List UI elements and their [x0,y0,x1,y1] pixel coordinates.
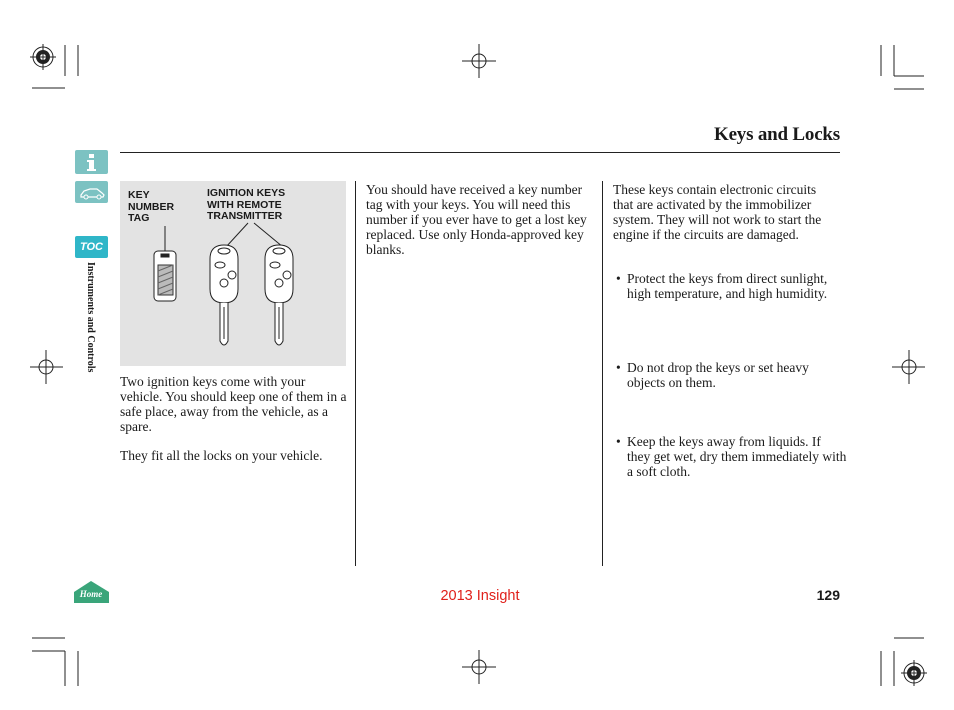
header-rule [120,152,840,153]
home-label: Home [79,589,103,599]
page-title: Keys and Locks [713,124,840,145]
column-divider-1 [355,181,356,566]
car-index-button[interactable] [75,181,108,203]
column1-paragraph1: Two ignition keys come with your vehicle. You should keep one of them in a safe place, away from the vehicle, as a spare. [120,374,347,434]
ignition-keys-label: IGNITION KEYS WITH REMOTE TRANSMITTER [207,187,286,222]
toc-button[interactable]: TOC [75,236,108,258]
section-label [80,262,100,402]
car-icon [75,181,108,203]
info-button[interactable] [75,150,108,174]
section-label-text: Instruments and Controls [85,262,96,373]
column3-paragraph1: These keys contain electronic circuits that are activated by the immobilizer system. They will not work to start the engine if the circuits are damaged. [613,182,822,242]
column1-paragraph2: They fit all the locks on your vehicle. [120,448,323,463]
bullet-item: • Keep the keys away from liquids. If they get wet, dry them immediately with a soft cloth. [616,434,847,479]
page-number: 129 [816,587,840,603]
info-icon [75,150,108,174]
bullet-item: • Protect the keys from direct sunlight, high temperature, and high humidity. [616,271,847,301]
keys-drawing [120,181,346,366]
column-divider-2 [602,181,603,566]
home-button[interactable] [73,580,110,604]
keys-illustration [120,181,346,366]
key-number-tag-label: KEY NUMBER TAG [128,189,175,224]
column2-paragraph1: You should have received a key number tag with your keys. You will need this number if you ever have to get a lost key replaced. Use only Honda-approved key blanks. [366,182,587,257]
home-icon [73,580,110,604]
footer-model-link[interactable]: 2013 Insight [440,588,520,604]
bullet-item: • Do not drop the keys or set heavy objects on them. [616,360,847,390]
